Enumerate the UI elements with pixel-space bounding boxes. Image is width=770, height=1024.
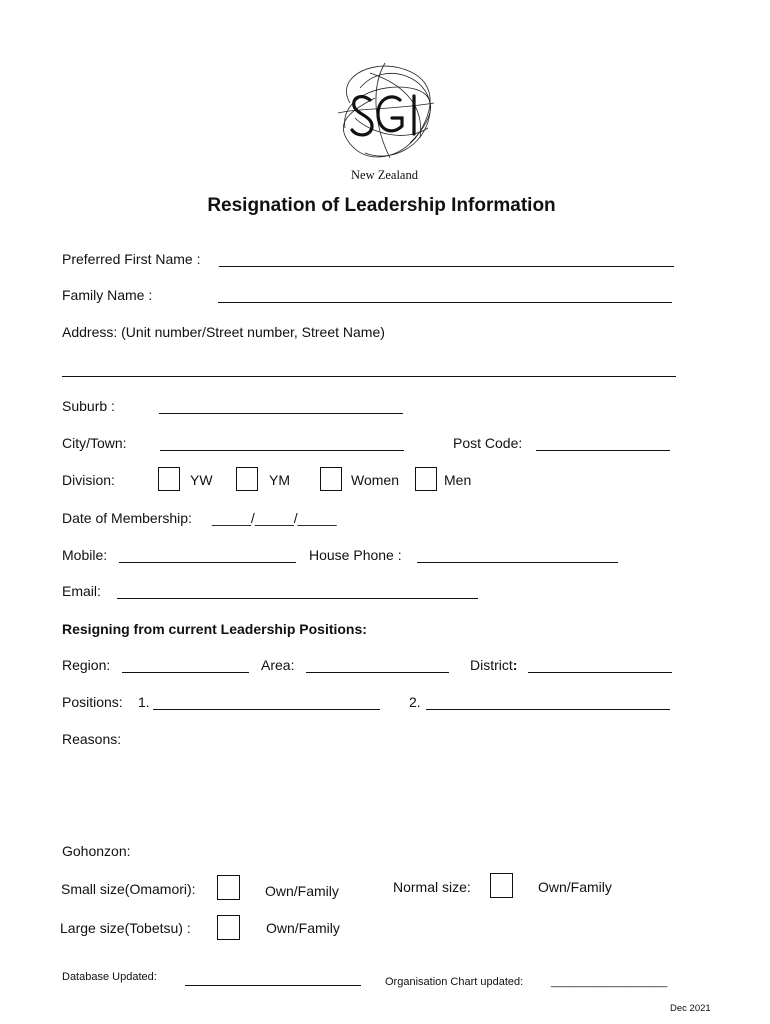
city-town-field[interactable] [160, 450, 404, 451]
district-label-text: District [470, 657, 513, 673]
position-1-field[interactable] [153, 709, 380, 710]
division-ym-label: YM [269, 472, 290, 488]
preferred-first-name-field[interactable] [219, 266, 674, 267]
resigning-heading: Resigning from current Leadership Positions: [62, 621, 367, 637]
district-field[interactable] [528, 672, 672, 673]
date-of-membership-label: Date of Membership: [62, 510, 192, 526]
house-phone-field[interactable] [417, 562, 618, 563]
division-women-checkbox[interactable] [320, 467, 342, 491]
district-label [470, 657, 517, 673]
org-chart-updated-label: Organisation Chart updated: [385, 976, 524, 988]
post-code-label: Post Code: [453, 435, 523, 451]
positions-label: Positions: [62, 694, 123, 710]
area-field[interactable] [306, 672, 449, 673]
sgi-logo [330, 58, 442, 170]
small-size-checkbox[interactable] [217, 875, 240, 900]
suburb-field[interactable] [159, 413, 403, 414]
small-size-own-family: Own/Family [265, 883, 339, 899]
address-label: Address: (Unit number/Street number, Street Name) [62, 324, 385, 340]
form-title: Resignation of Leadership Information [207, 195, 556, 216]
large-size-checkbox[interactable] [217, 915, 240, 940]
area-label: Area: [261, 657, 295, 673]
division-yw-checkbox[interactable] [158, 467, 180, 491]
small-size-label: Small size(Omamori): [61, 881, 196, 897]
family-name-label: Family Name : [62, 287, 153, 303]
database-updated-label: Database Updated: [62, 971, 157, 983]
position-2-field[interactable] [426, 709, 670, 710]
org-chart-updated-field[interactable]: ___________________ [551, 976, 668, 988]
position-1-number: 1. [138, 694, 150, 710]
family-name-field[interactable] [218, 302, 672, 303]
mobile-label: Mobile: [62, 547, 108, 563]
city-town-label: City/Town: [62, 435, 127, 451]
address-field[interactable] [62, 376, 676, 377]
division-yw-label: YW [190, 472, 213, 488]
date-of-membership-field[interactable]: _____/_____/_____ [212, 510, 337, 526]
database-updated-field[interactable] [185, 985, 361, 986]
division-men-label: Men [444, 472, 472, 488]
reasons-label: Reasons: [62, 731, 122, 747]
mobile-field[interactable] [119, 562, 296, 563]
division-ym-checkbox[interactable] [236, 467, 258, 491]
email-field[interactable] [117, 598, 478, 599]
house-phone-label: House Phone : [309, 547, 402, 563]
preferred-first-name-label: Preferred First Name : [62, 251, 201, 267]
suburb-label: Suburb : [62, 398, 115, 414]
division-label: Division: [62, 472, 115, 488]
region-label: Region: [62, 657, 111, 673]
district-label-colon: : [512, 657, 518, 673]
normal-size-own-family: Own/Family [538, 879, 612, 895]
email-label: Email: [62, 583, 101, 599]
large-size-own-family: Own/Family [266, 920, 340, 936]
normal-size-checkbox[interactable] [490, 873, 513, 898]
logo-subtitle: New Zealand [351, 168, 418, 182]
large-size-label: Large size(Tobetsu) : [60, 920, 191, 936]
gohonzon-label: Gohonzon: [62, 843, 131, 859]
position-2-number: 2. [409, 694, 421, 710]
form-date: Dec 2021 [670, 1003, 711, 1014]
region-field[interactable] [122, 672, 249, 673]
post-code-field[interactable] [536, 450, 670, 451]
normal-size-label: Normal size: [393, 879, 471, 895]
division-women-label: Women [351, 472, 399, 488]
division-men-checkbox[interactable] [415, 467, 437, 491]
